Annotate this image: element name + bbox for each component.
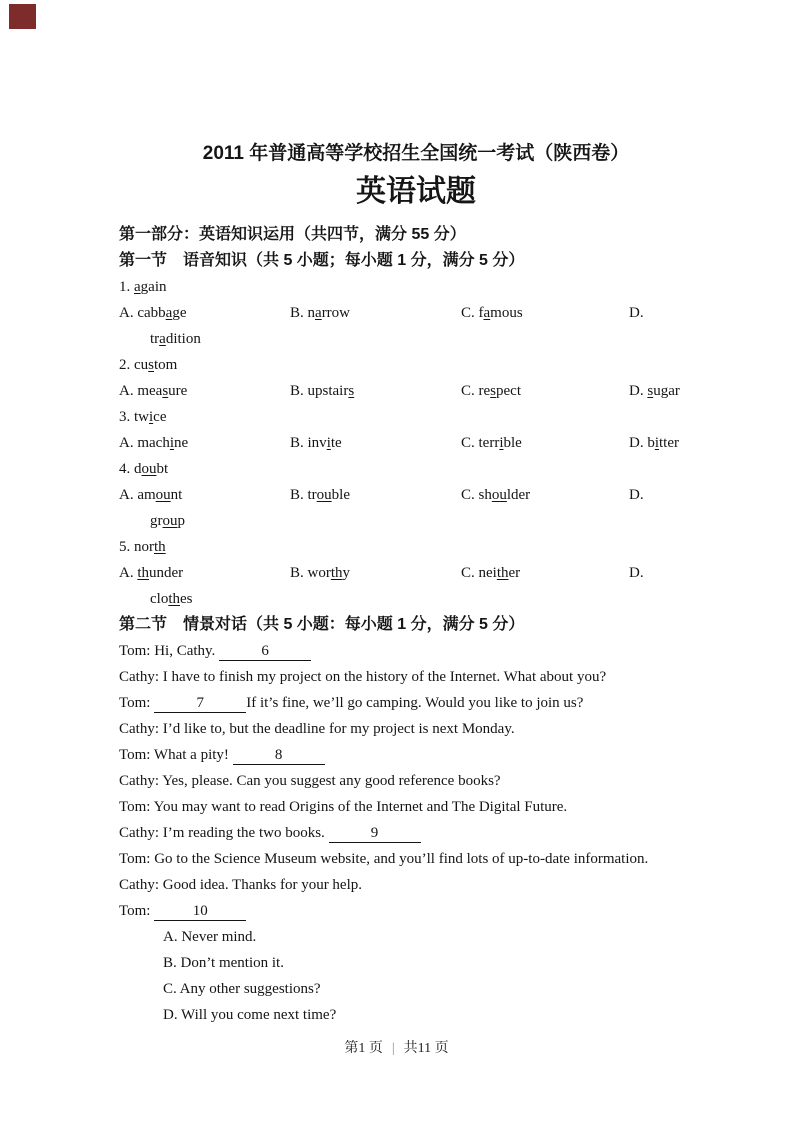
- option-5-D: D.: [629, 565, 644, 581]
- dialogue-line-8: Cathy: I’m reading the two books. 9: [119, 820, 713, 846]
- option-5-A: A. thunder: [119, 565, 184, 581]
- dialogue-line-7: Tom: You may want to read Origins of the Internet and The Digital Future.: [119, 799, 568, 815]
- option-3-D: D. bitter: [629, 435, 680, 451]
- dialogue-line-2: Cathy: I have to finish my project on the history of the Internet. What about you?: [119, 669, 607, 685]
- option-wrap-1: tradition: [150, 331, 201, 347]
- option-row-2: [119, 378, 713, 404]
- dialogue-blank-7: 7: [154, 694, 246, 713]
- dialogue-line-6: Cathy: Yes, please. Can you suggest any good reference books?: [119, 773, 501, 789]
- dialogue-blank-10: 10: [154, 902, 246, 921]
- option-5-B: B. worthy: [290, 565, 351, 581]
- dialogue-line-3: Tom: 7 If it’s fine, we’ll go camping. Would you like to join us?: [119, 695, 584, 711]
- phonetics-question-list: [119, 274, 713, 612]
- option-1-C: C. famous: [461, 305, 523, 321]
- option-1-D: D.: [629, 305, 644, 321]
- option-4-C: C. shoulder: [461, 487, 531, 503]
- dialogue-blank-8: 8: [233, 746, 325, 765]
- option-3-A: A. machine: [119, 435, 189, 451]
- section2-heading: 第二节 情景对话（共 5 小题：每小题 1 分，满分 5 分）: [119, 616, 525, 633]
- question-stem-1: 1. again: [119, 279, 167, 295]
- option-row-3: [119, 430, 713, 456]
- exam-title: 2011 年普通高等学校招生全国统一考试（陕西卷）: [202, 143, 630, 164]
- option-2-B: B. upstairs: [290, 383, 355, 399]
- dialogue-blank-6: 6: [219, 642, 311, 661]
- option-wrap-4: group: [150, 513, 185, 529]
- dialogue-line-4: Cathy: I’d like to, but the deadline for my project is next Monday.: [119, 721, 515, 737]
- option-row-4: [119, 482, 713, 508]
- option-4-A: A. amount: [119, 487, 183, 503]
- choice-B: B. Don’t mention it.: [163, 955, 284, 971]
- option-4-D: D.: [629, 487, 644, 503]
- option-3-C: C. terrible: [461, 435, 522, 451]
- option-row-5: [119, 560, 713, 586]
- exam-subtitle: 英语试题: [356, 175, 476, 208]
- option-4-B: B. trouble: [290, 487, 350, 503]
- option-wrap-5: clothes: [150, 591, 193, 607]
- footer-page-total: 共11 页: [403, 1041, 449, 1056]
- dialogue-blank-9: 9: [329, 824, 421, 843]
- question-stem-5: 5. north: [119, 539, 166, 555]
- footer-page-number: 第1 页: [344, 1041, 383, 1056]
- option-row-1: [119, 300, 713, 326]
- corner-watermark: [9, 4, 36, 29]
- answer-choice-list: [119, 924, 713, 1028]
- choice-D: D. Will you come next time?: [163, 1007, 337, 1023]
- question-stem-3: 3. twice: [119, 409, 167, 425]
- section1-heading: 第一节 语音知识（共 5 小题；每小题 1 分，满分 5 分）: [119, 252, 525, 269]
- question-stem-2: 2. custom: [119, 357, 178, 373]
- option-2-D: D. sugar: [629, 383, 680, 399]
- option-5-C: C. neither: [461, 565, 521, 581]
- dialogue-line-10: Cathy: Good idea. Thanks for your help.: [119, 877, 363, 893]
- question-stem-4: 4. doubt: [119, 461, 169, 477]
- dialogue-line-11: Tom: 10: [119, 898, 713, 924]
- option-2-A: A. measure: [119, 383, 188, 399]
- dialogue-line-5: Tom: What a pity! 8: [119, 742, 713, 768]
- page-footer: [0, 1036, 793, 1062]
- option-1-B: B. narrow: [290, 305, 351, 321]
- dialogue-line-1: Tom: Hi, Cathy. 6: [119, 638, 713, 664]
- option-1-A: A. cabbage: [119, 305, 187, 321]
- option-2-C: C. respect: [461, 383, 521, 399]
- choice-A: A. Never mind.: [163, 929, 257, 945]
- footer-separator: |: [391, 1041, 395, 1056]
- dialogue-line-9: Tom: Go to the Science Museum website, and you’ll find lots of up-to-date information.: [119, 851, 649, 867]
- option-3-B: B. invite: [290, 435, 342, 451]
- choice-C: C. Any other suggestions?: [163, 981, 321, 997]
- dialogue-list: [119, 638, 713, 924]
- part1-heading: 第一部分：英语知识运用（共四节，满分 55 分）: [119, 226, 466, 243]
